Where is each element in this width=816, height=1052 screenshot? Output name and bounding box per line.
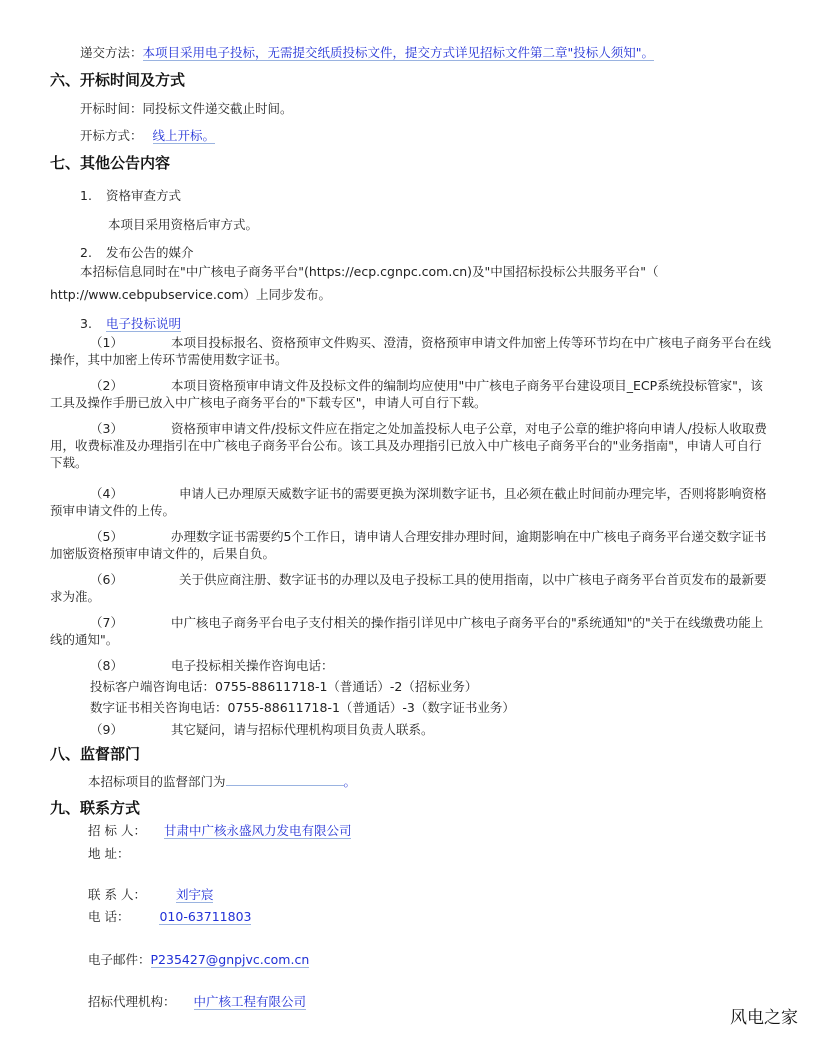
item3-p2-text: 本项目资格预审申请文件及投标文件的编制均应使用"中广核电子商务平台建设项目_ECP系统投标管家"，该工具及操作手册已放入中广核电子商务平台的"下载专区"，申请人可自行下载。 [50,378,763,410]
item3-p3-num: （3） [90,421,123,436]
open-method-line [80,128,215,145]
item3-para-7 [50,615,772,649]
item3-para-4 [50,486,772,520]
item1-title-line [80,188,181,205]
item2-title: 发布公告的媒介 [105,245,194,260]
submission-label: 递交方法： [80,45,143,60]
item3-p9-text: 其它疑问，请与招标代理机构项目负责人联系。 [170,722,434,737]
phone-line-1: 投标客户端咨询电话：0755-88611718-1（普通话）-2（招标业务） [90,679,478,694]
item3-p7-text: 中广核电子商务平台电子支付相关的操作指引详见中广核电子商务平台的"系统通知"的"关于在线缴费功能上线的通知"。 [50,615,764,647]
item3-p5-text: 办理数字证书需要约5个工作日，请申请人合理安排办理时间，逾期影响在中广核电子商务平台递交数字证书加密版资格预审申请文件的，后果自负。 [50,529,767,561]
item3-p8-num: （8） [90,658,123,673]
phone-line-2: 数字证书相关咨询电话：0755-88611718-1（普通话）-3（数字证书业务） [90,700,515,715]
agency-value: 中广核工程有限公司 [193,994,307,1009]
supervision-end: 。 [343,774,357,789]
section9-heading: 九、联系方式 [50,799,141,817]
item3-p2-num: （2） [90,378,123,393]
item3-p4-num: （4） [90,486,123,501]
email-label: 电子邮件： [88,952,151,967]
item3-para-2 [50,378,772,412]
item3-para-3 [50,421,772,472]
phone-contact-line [88,909,251,926]
contact-line [88,887,213,904]
item3-p4-text: 申请人已办理原天威数字证书的需要更换为深圳数字证书，且必须在截止时间前办理完毕，否则将影响资格预审申请文件的上传。 [50,486,767,518]
open-time-value: 同投标文件递交截止时间。 [142,101,293,116]
supervision-blank [226,773,344,786]
supervision-line [88,773,356,791]
contact-value: 刘宇宸 [175,887,214,902]
phone-label: 电 话： [88,909,130,924]
item3-p8-text: 电子投标相关操作咨询电话： [170,658,334,673]
item3-para-6 [50,572,772,606]
item3-title-line [80,316,181,333]
item1-num: 1. [80,188,92,203]
item3-p6-text: 关于供应商注册、数字证书的办理以及电子投标工具的使用指南，以中广核电子商务平台首页发布的最新要求为准。 [50,572,767,604]
watermark: 风电之家 [730,1008,798,1028]
contact-label: 联 系 人： [88,887,146,902]
agency-label: 招标代理机构： [88,994,176,1009]
item3-p9-num: （9） [90,722,123,737]
supervision-text: 本招标项目的监督部门为 [88,774,226,789]
tenderer-label: 招 标 人： [88,823,146,838]
tenderer-value: 甘肃中广核永盛风力发电有限公司 [163,823,352,838]
email-value[interactable]: P235427@gnpjvc.com.cn [150,952,310,967]
item3-para-1 [50,335,772,369]
item1-body: 本项目采用资格后审方式。 [108,217,259,232]
address-label: 地 址： [88,846,130,861]
item2-title-line [80,245,193,262]
phone-value: 010-63711803 [159,909,252,924]
section7-heading: 七、其他公告内容 [50,154,171,172]
item2-line2: http://www.cebpubservice.com）上同步发布。 [50,287,332,302]
agency-line [88,994,306,1011]
item3-p7-num: （7） [90,615,123,630]
item3-para-8 [90,658,333,675]
submission-line [80,45,654,62]
section8-heading: 八、监督部门 [50,745,141,763]
item3-p5-num: （5） [90,529,123,544]
item3-p1-text: 本项目投标报名、资格预审文件购买、澄清，资格预审申请文件加密上传等环节均在中广核电子商务平台在线操作，其中加密上传环节需使用数字证书。 [50,335,771,367]
open-time-label: 开标时间： [80,101,143,116]
item3-p1-num: （1） [90,335,123,350]
open-time-line [80,101,293,118]
item2-line1: 本招标信息同时在"中广核电子商务平台"(https://ecp.cgnpc.com.cn)及"中国招标投标公共服务平台"（ [80,264,659,279]
tenderer-line [88,823,351,840]
item2-num: 2. [80,245,92,260]
open-method-value: 线上开标。 [152,128,216,143]
open-method-label: 开标方式： [80,128,143,143]
address-line [88,846,129,863]
submission-text: 本项目采用电子投标，无需提交纸质投标文件，提交方式详见招标文件第二章"投标人须知"。 [142,45,655,60]
item3-para-5 [50,529,772,563]
item3-para-9 [90,722,433,739]
item1-title: 资格审查方式 [105,188,181,203]
item3-p6-num: （6） [90,572,123,587]
item3-num: 3. [80,316,92,331]
section6-heading: 六、开标时间及方式 [50,71,186,89]
email-line [88,952,309,969]
item3-title: 电子投标说明 [105,316,181,331]
item3-p3-text: 资格预审申请文件/投标文件应在指定之处加盖投标人电子公章，对电子公章的维护将向申请人/投标人收取费用，收费标准及办理指引在中广核电子商务平台公布。该工具及办理指引已放入中广核电子商务平台的"业务指南"，申请人可自行下载。 [50,421,767,470]
